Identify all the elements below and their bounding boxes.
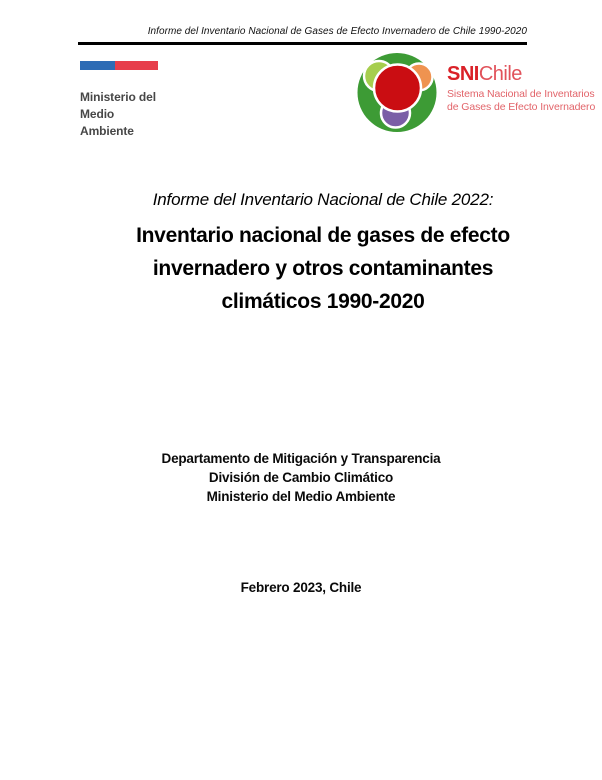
sni-chile-logo-icon <box>357 53 437 133</box>
header-rule <box>78 42 527 45</box>
sni-wordmark-bold: SNI <box>447 63 479 85</box>
cover-title-line3: climáticos 1990-2020 <box>221 290 425 313</box>
cover-title-line1: Inventario nacional de gases de efecto <box>136 224 510 247</box>
sni-logo-wordmark <box>447 63 595 85</box>
sni-tagline <box>447 88 595 114</box>
ministry-name-line3: Ambiente <box>80 124 134 138</box>
ministry-name-line1: Ministerio del <box>80 90 156 104</box>
sni-tagline-line1: Sistema Nacional de Inventarios <box>447 88 595 100</box>
ministry-name-line2: Medio <box>80 107 115 121</box>
cover-title <box>44 219 602 318</box>
publisher-line3: Ministerio del Medio Ambiente <box>206 489 396 504</box>
flag-blue-bar <box>80 61 115 70</box>
publisher-block <box>0 449 602 506</box>
chile-flag-icon <box>80 61 158 70</box>
sni-chile-logo <box>357 53 595 133</box>
flag-red-bar <box>115 61 158 70</box>
running-header-text: Informe del Inventario Nacional de Gases de Efecto Invernadero de Chile 1990-2020 <box>147 26 527 37</box>
sni-red-core-circle <box>374 65 421 112</box>
sni-wordmark-light: Chile <box>478 63 522 85</box>
ministry-logo <box>80 61 158 140</box>
cover-title-block <box>44 188 602 318</box>
publisher-line1: Departamento de Mitigación y Transparencia <box>161 451 441 466</box>
cover-title-line2: invernadero y otros contaminantes <box>152 257 494 280</box>
sni-tagline-line2: de Gases de Efecto Invernadero <box>447 101 596 113</box>
sni-logo-text <box>447 53 595 114</box>
ministry-logo-text <box>80 89 158 140</box>
publisher-line2: División de Cambio Climático <box>208 470 394 485</box>
publication-date: Febrero 2023, Chile <box>240 580 362 595</box>
cover-subtitle: Informe del Inventario Nacional de Chile 2022: <box>152 190 494 209</box>
